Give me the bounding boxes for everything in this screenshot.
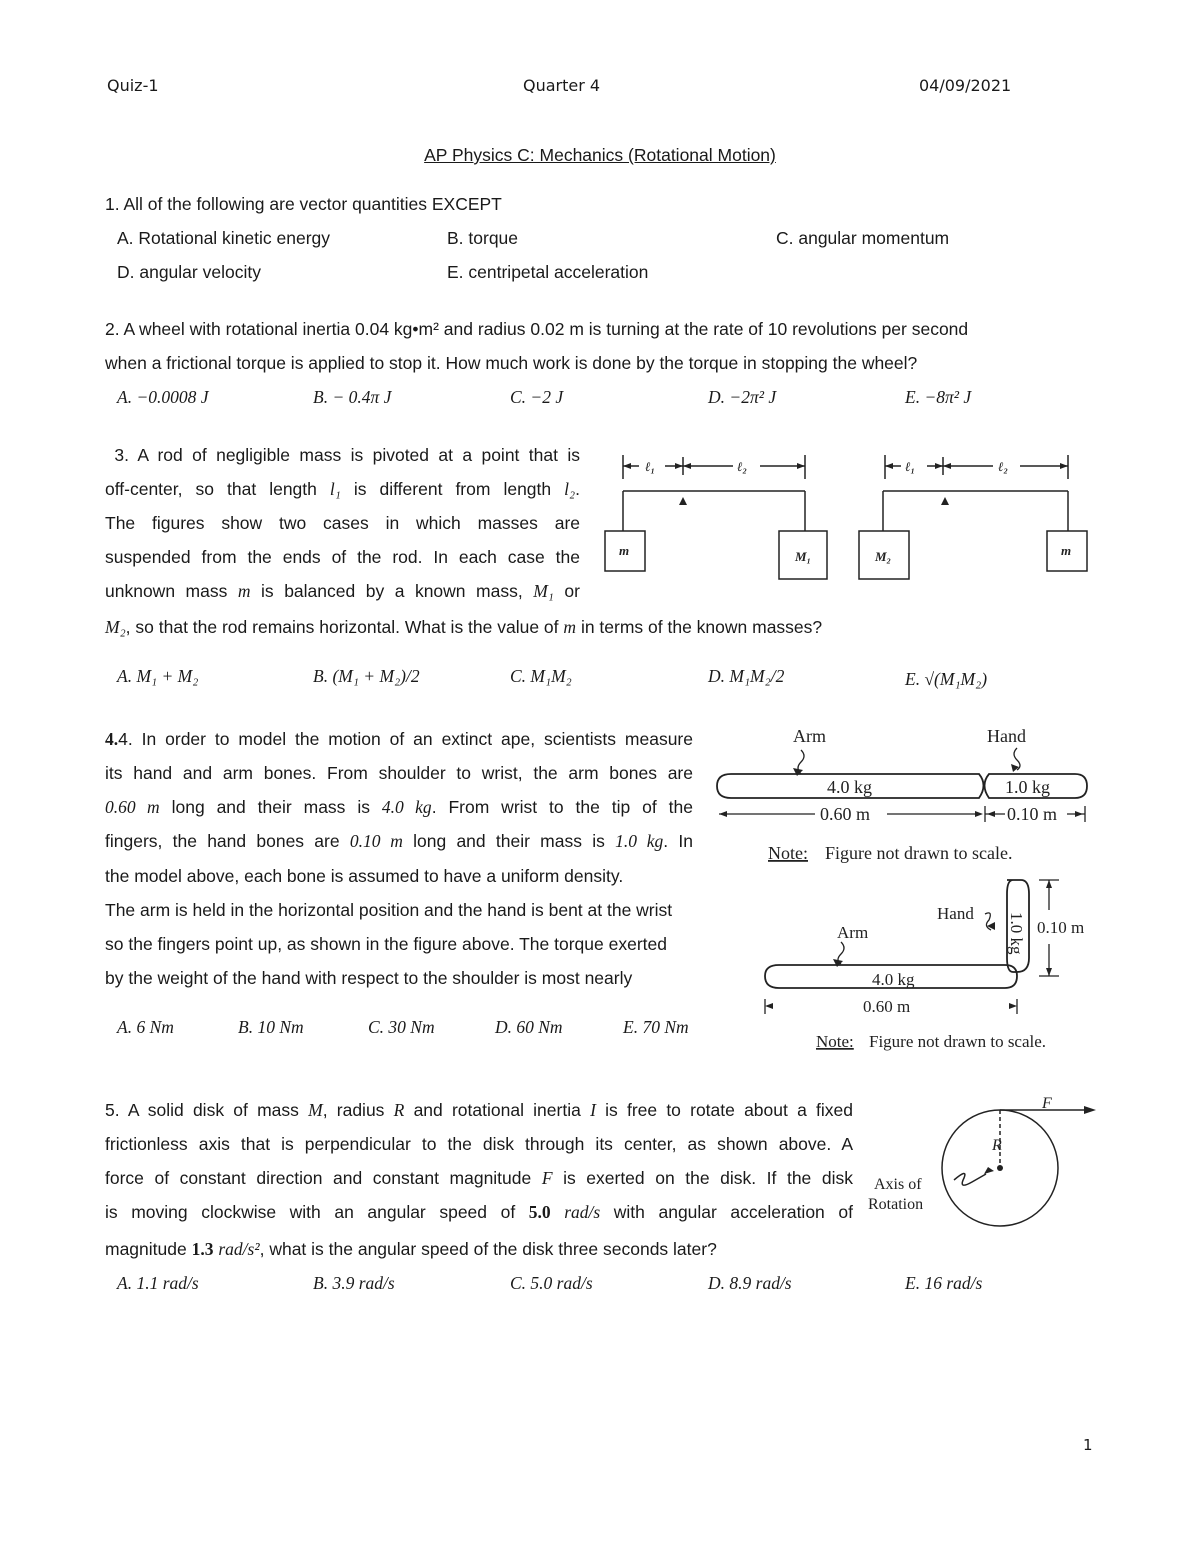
axis-pointer-icon — [984, 1167, 994, 1174]
q5-text — [105, 1093, 853, 1229]
page-number: 1 — [1083, 1436, 1093, 1454]
q5-line-1: 5. A solid disk of mass M, radius R and rotational inertia I is free to rotate about a fixed — [105, 1100, 853, 1120]
q4-option-b: B. 10 Nm — [238, 1017, 304, 1037]
q2-line-2: when a frictional torque is applied to stop it. How much work is done by the torque in stopping the wheel? — [105, 353, 918, 373]
pivot-left-icon — [679, 497, 687, 505]
q3-option-a: A. M₁ + M₂ — [117, 666, 199, 686]
q4-figure-bent — [755, 872, 1100, 1054]
q1-option-c: C. angular momentum — [776, 228, 950, 248]
fig-radius-label: R — [992, 1137, 1002, 1154]
fig2-note-label: Note: — [816, 1032, 854, 1051]
fig2-hand-label: Hand — [937, 904, 974, 923]
q4-line-8: by the weight of the hand with respect to the shoulder is most nearly — [105, 968, 633, 988]
q5-option-d: D. 8.9 rad/s — [708, 1273, 792, 1293]
q5-option-a: A. 1.1 rad/s — [117, 1273, 199, 1293]
q3-line-6: M₂, so that the rod remains horizontal. What is the value of m in terms of the known masses? — [105, 617, 823, 637]
q1-stem: 1. All of the following are vector quantities EXCEPT — [105, 194, 502, 214]
fig2-arm-mass: 4.0 kg — [872, 970, 915, 989]
fig-force-label: F — [1042, 1095, 1052, 1112]
fig2-note-text: Figure not drawn to scale. — [869, 1032, 1047, 1051]
fig2-arm-label: Arm — [837, 923, 869, 942]
q4-line-2: its hand and arm bones. From shoulder to wrist, the arm bones are — [105, 763, 693, 783]
q3-line-1: 3. A rod of negligible mass is pivoted at a point that is — [114, 445, 580, 465]
q4-line-7: so the fingers point up, as shown in the figure above. The torque exerted — [105, 934, 667, 954]
fig-axis-label-1: Axis of — [874, 1176, 922, 1193]
q4-option-e: E. 70 Nm — [623, 1017, 689, 1037]
q4-option-a: A. 6 Nm — [117, 1017, 174, 1037]
page-title: AP Physics C: Mechanics (Rotational Motion) — [424, 145, 776, 165]
q4-figure-straight — [705, 722, 1100, 870]
q5-line-4: is moving clockwise with an angular speed of 5.0 rad/s with angular acceleration of — [105, 1202, 853, 1222]
fig-l1-right: ℓ₁ — [905, 459, 916, 474]
q3-option-c: C. M₁M₂ — [510, 666, 572, 686]
q4-line-1: 4.4. In order to model the motion of an extinct ape, scientists measure — [105, 729, 693, 749]
fig-l2-left: ℓ₂ — [737, 459, 748, 474]
q5-line-5: magnitude 1.3 rad/s², what is the angular speed of the disk three seconds later? — [105, 1239, 717, 1259]
fig1-note-text: Figure not drawn to scale. — [825, 843, 1013, 863]
q3-option-b: B. (M₁ + M₂)/2 — [313, 666, 420, 686]
axis-point-icon — [997, 1165, 1003, 1171]
q2-line-1: 2. A wheel with rotational inertia 0.04 kg•m² and radius 0.02 m is turning at the rate of 10 revolutions per second — [105, 319, 969, 339]
fig-mass-M1: M₁ — [795, 549, 812, 564]
q4-line-3: 0.60 m long and their mass is 4.0 kg. From wrist to the tip of the — [105, 797, 693, 817]
fig1-hand-arrow-icon — [1011, 764, 1019, 772]
q1-option-a: A. Rotational kinetic energy — [117, 228, 331, 248]
q4-line-6: The arm is held in the horizontal position and the hand is bent at the wrist — [105, 900, 673, 920]
fig1-hand-length: 0.10 m — [1007, 804, 1058, 824]
q2-option-a: A. −0.0008 J — [117, 387, 209, 407]
fig2-hand-length: 0.10 m — [1037, 918, 1085, 937]
header-right: 04/09/2021 — [919, 76, 1012, 95]
q2-option-c: C. −2 J — [510, 387, 564, 407]
q4-text — [105, 722, 693, 858]
q3-line-2: off-center, so that length l₁ is different from length l₂. — [105, 479, 580, 499]
q3-line-3: The figures show two cases in which masses are — [105, 513, 580, 533]
q5-disk-figure — [860, 1090, 1100, 1230]
q1-option-b: B. torque — [447, 228, 519, 248]
q3-line-4: suspended from the ends of the rod. In each case the — [105, 547, 580, 567]
fig-mass-M2: M₂ — [875, 549, 892, 564]
q5-option-b: B. 3.9 rad/s — [313, 1273, 395, 1293]
q3-text — [105, 438, 580, 608]
q3-balance-figure — [595, 445, 1095, 590]
q1-option-e: E. centripetal acceleration — [447, 262, 649, 282]
q1-option-d: D. angular velocity — [117, 262, 261, 282]
fig1-hand-label: Hand — [987, 726, 1026, 746]
fig1-arm-length: 0.60 m — [820, 804, 871, 824]
q4-option-d: D. 60 Nm — [495, 1017, 563, 1037]
pivot-right-icon — [941, 497, 949, 505]
q5-line-2: frictionless axis that is perpendicular to the disk through its center, as shown above. A — [105, 1134, 853, 1154]
q3-line-5: unknown mass m is balanced by a known mass, M₁ or — [105, 581, 580, 601]
header-left: Quiz-1 — [107, 76, 159, 95]
q4-line-5: the model above, each bone is assumed to have a uniform density. — [105, 866, 624, 886]
fig2-hand-mass: 1.0 kg — [1007, 912, 1026, 955]
fig-axis-label-2: Rotation — [868, 1196, 924, 1213]
q5-option-c: C. 5.0 rad/s — [510, 1273, 593, 1293]
q4-line-4: fingers, the hand bones are 0.10 m long and their mass is 1.0 kg. In — [105, 831, 693, 851]
fig2-arm-length: 0.60 m — [863, 997, 911, 1016]
q3-option-d: D. M₁M₂/2 — [708, 666, 785, 686]
fig1-arm-label: Arm — [793, 726, 826, 746]
fig-mass-m-right: m — [1061, 543, 1072, 558]
q2-option-b: B. − 0.4π J — [313, 387, 392, 407]
q4-option-c: C. 30 Nm — [368, 1017, 435, 1037]
q5-option-e: E. 16 rad/s — [905, 1273, 983, 1293]
q3-option-e: E. √(M₁M₂) — [905, 669, 988, 689]
fig-mass-m-left: m — [619, 543, 630, 558]
fig-l1-left: ℓ₁ — [645, 459, 656, 474]
fig-l2-right: ℓ₂ — [998, 459, 1009, 474]
force-arrow-icon — [1084, 1106, 1096, 1114]
q2-option-e: E. −8π² J — [905, 387, 972, 407]
fig1-hand-mass: 1.0 kg — [1005, 777, 1050, 797]
q5-line-3: force of constant direction and constant magnitude F is exerted on the disk. If the disk — [105, 1168, 853, 1188]
header-center: Quarter 4 — [523, 76, 601, 95]
fig1-arm-mass: 4.0 kg — [827, 777, 872, 797]
fig1-note-label: Note: — [768, 843, 808, 863]
q2-option-d: D. −2π² J — [708, 387, 777, 407]
